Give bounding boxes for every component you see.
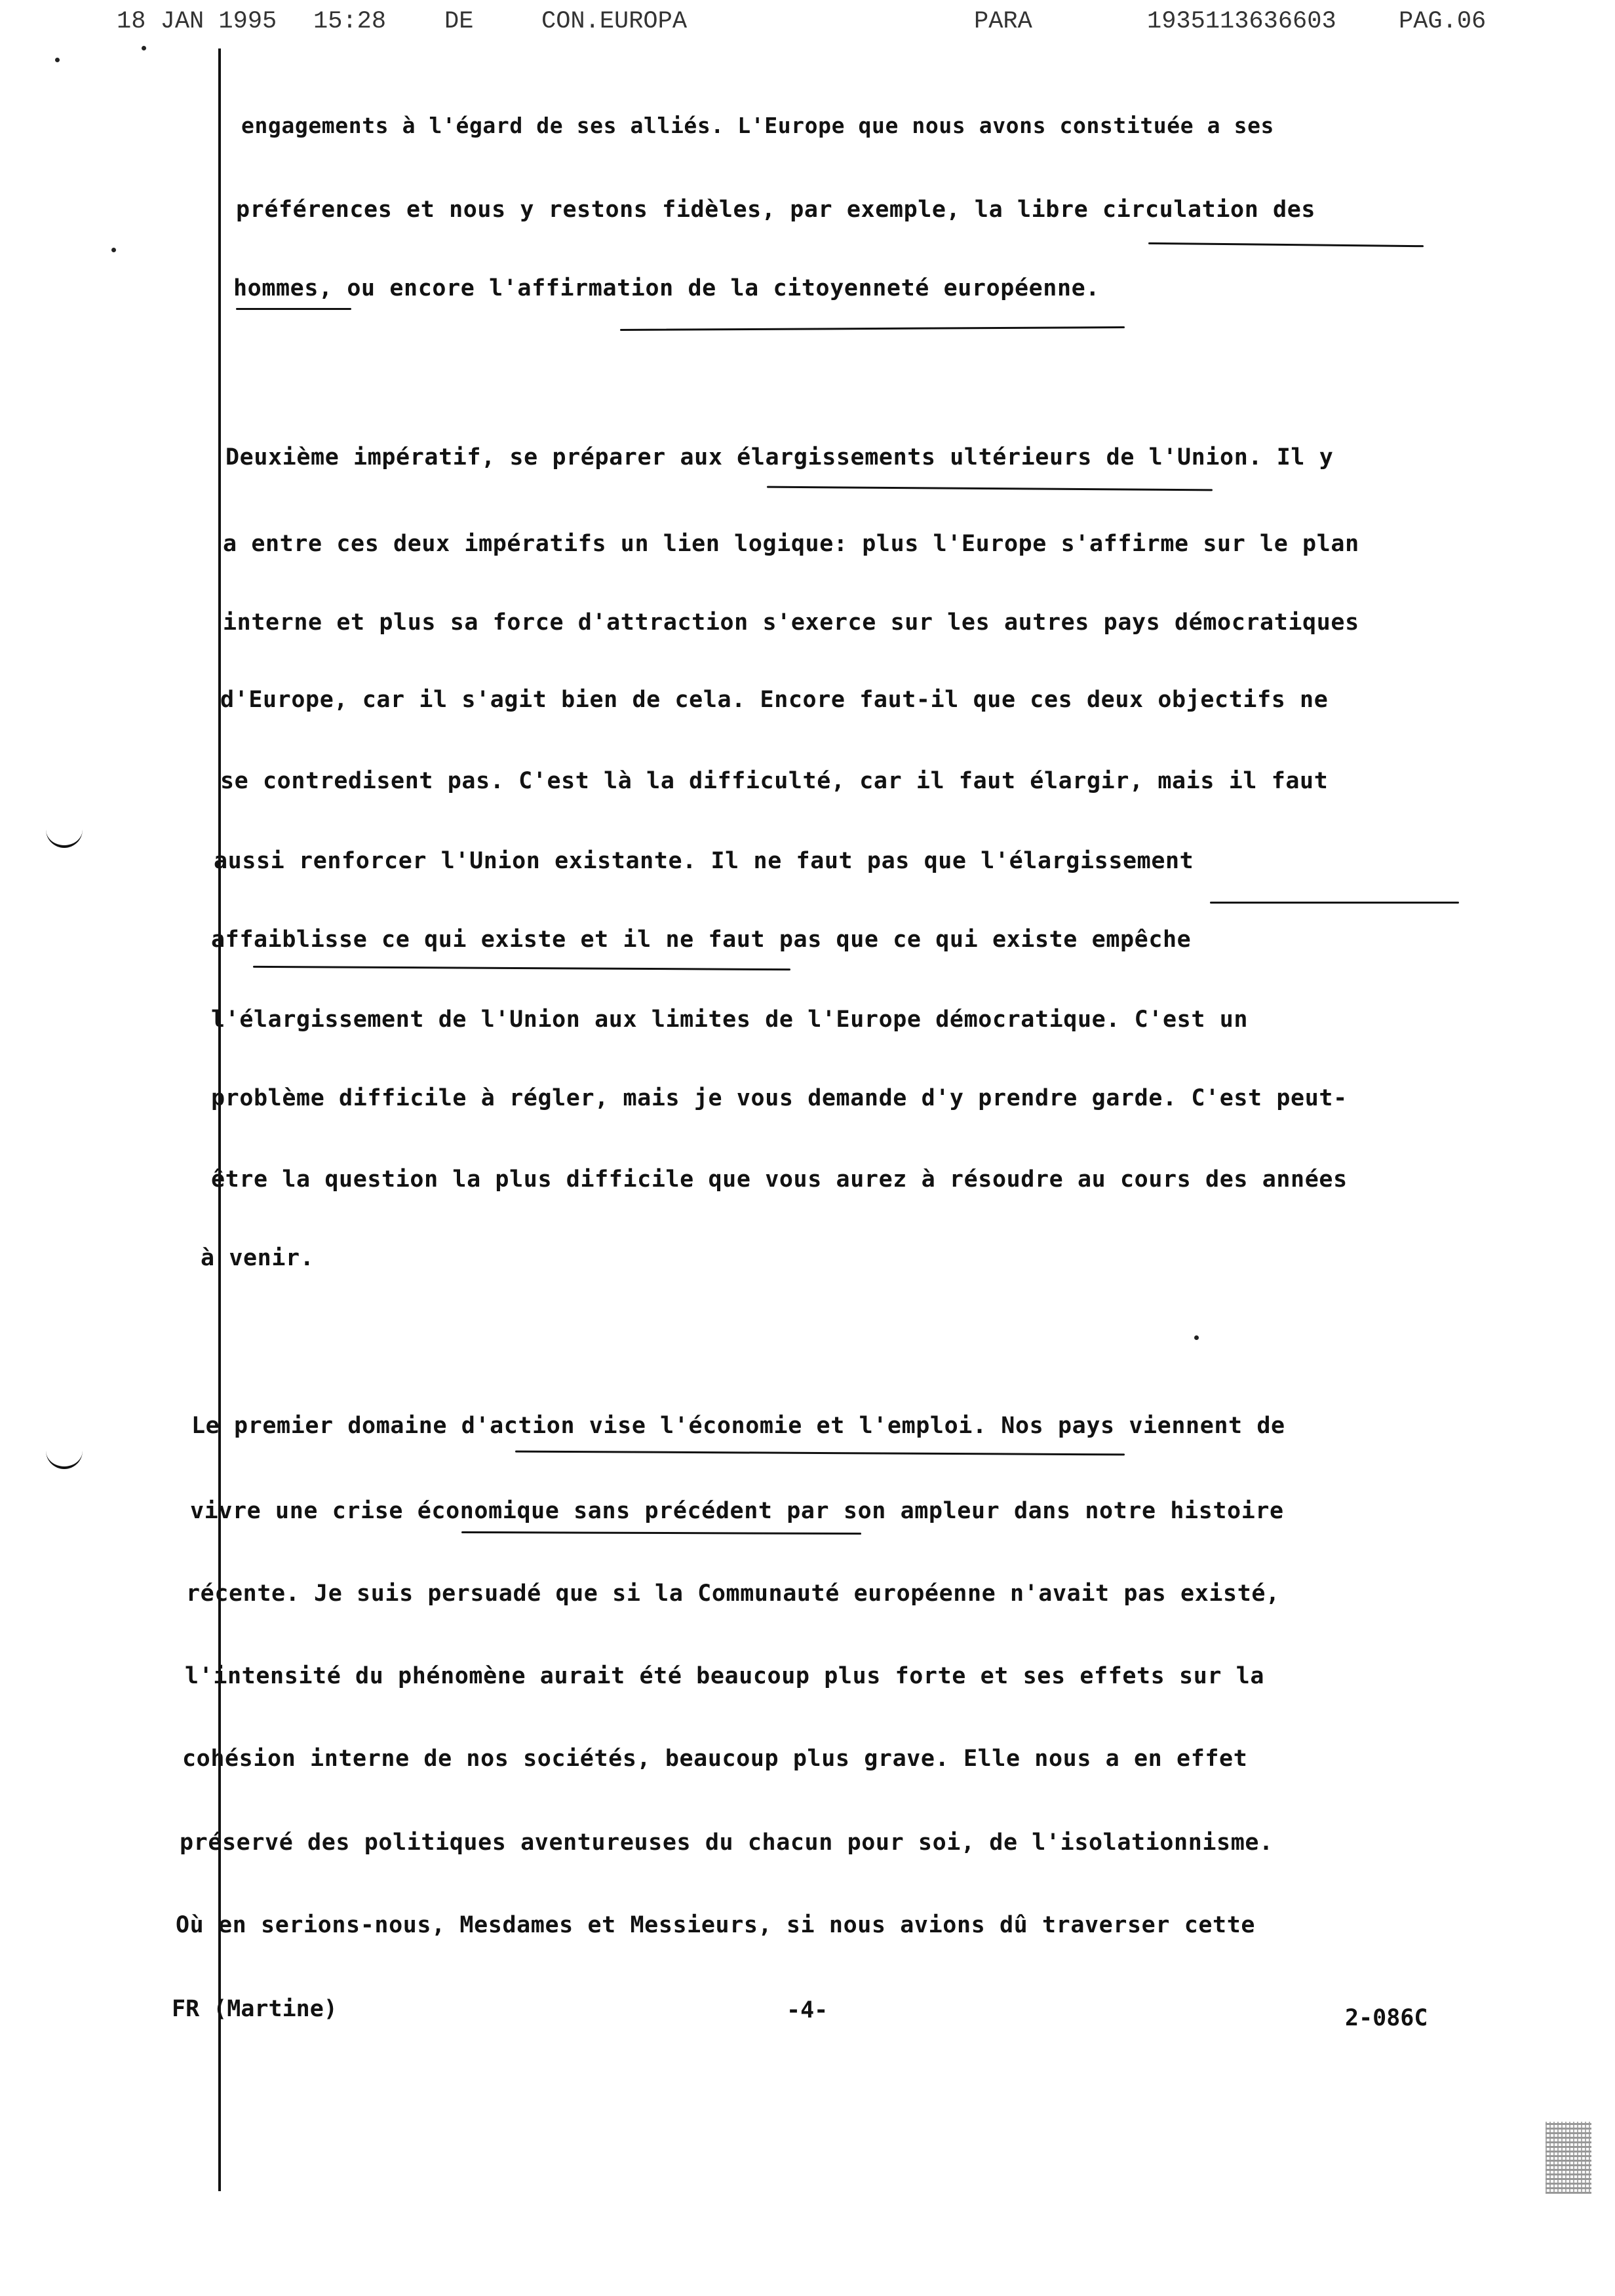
footer-author: FR (Martine) — [172, 1996, 338, 2022]
body-line: a entre ces deux impératifs un lien logique: plus l'Europe s'affirme sur le plan — [223, 531, 1359, 557]
footer-page-number: -4- — [787, 1997, 828, 2023]
margin-check-mark — [46, 1448, 83, 1469]
body-line: affaiblisse ce qui existe et il ne faut pas que ce qui existe empêche — [211, 927, 1192, 953]
left-margin-rule — [218, 48, 221, 2191]
body-line: préservé des politiques aventureuses du chacun pour soi, de l'isolationnisme. — [180, 1829, 1274, 1856]
margin-speck — [142, 46, 146, 50]
body-line: interne et plus sa force d'attraction s'exerce sur les autres pays démocratiques — [223, 609, 1359, 636]
margin-speck — [111, 248, 116, 252]
margin-check-mark — [46, 827, 83, 848]
footer-document-code: 2-086C — [1345, 2005, 1428, 2031]
scan-noise-mark — [1546, 2122, 1591, 2194]
fax-number: 1935113636603 — [1147, 8, 1336, 35]
handwritten-underline — [461, 1531, 861, 1535]
handwritten-underline — [1210, 902, 1459, 904]
body-line: se contredisent pas. C'est là la difficulté, car il faut élargir, mais il faut — [220, 768, 1329, 794]
fax-from-label: DE — [444, 8, 474, 35]
body-line: Le premier domaine d'action vise l'économie et l'emploi. Nos pays viennent de — [191, 1413, 1285, 1439]
body-line: être la question la plus difficile que vous aurez à résoudre au cours des années — [211, 1166, 1348, 1193]
body-line: engagements à l'égard de ses alliés. L'Europe que nous avons constituée a ses — [241, 113, 1275, 138]
handwritten-underline — [1148, 242, 1424, 247]
handwritten-underline — [253, 966, 790, 970]
fax-date: 18 JAN 1995 — [117, 8, 277, 35]
body-line: récente. Je suis persuadé que si la Communauté européenne n'avait pas existé, — [186, 1580, 1280, 1607]
margin-speck — [55, 58, 60, 62]
fax-transmission-header — [0, 8, 1615, 41]
fax-sender: CON.EUROPA — [541, 8, 688, 35]
body-line: à venir. — [201, 1245, 315, 1271]
body-line: vivre une crise économique sans précédent par son ampleur dans notre histoire — [190, 1498, 1284, 1524]
body-line: l'élargissement de l'Union aux limites de l'Europe démocratique. C'est un — [211, 1006, 1249, 1033]
body-line: d'Europe, car il s'agit bien de cela. Encore faut-il que ces deux objectifs ne — [220, 687, 1329, 713]
body-line: hommes, ou encore l'affirmation de la citoyenneté européenne. — [233, 275, 1100, 301]
handwritten-underline — [236, 308, 351, 310]
margin-speck — [1194, 1335, 1199, 1340]
handwritten-underline — [515, 1451, 1125, 1456]
body-line: problème difficile à régler, mais je vous demande d'y prendre garde. C'est peut- — [211, 1085, 1348, 1111]
fax-to-label: PARA — [974, 8, 1032, 35]
body-line: aussi renforcer l'Union existante. Il ne faut pas que l'élargissement — [214, 848, 1194, 874]
body-line: Deuxième impératif, se préparer aux élargissements ultérieurs de l'Union. Il y — [225, 444, 1334, 470]
handwritten-underline — [620, 326, 1125, 331]
body-line: l'intensité du phénomène aurait été beaucoup plus forte et ses effets sur la — [185, 1663, 1265, 1689]
fax-time: 15:28 — [313, 8, 387, 35]
fax-page: PAG.06 — [1399, 8, 1487, 35]
handwritten-underline — [767, 486, 1213, 491]
body-line: Où en serions-nous, Mesdames et Messieurs, si nous avions dû traverser cette — [176, 1912, 1256, 1938]
body-line: cohésion interne de nos sociétés, beaucoup plus grave. Elle nous a en effet — [182, 1746, 1248, 1772]
body-line: préférences et nous y restons fidèles, par exemple, la libre circulation des — [236, 197, 1316, 223]
